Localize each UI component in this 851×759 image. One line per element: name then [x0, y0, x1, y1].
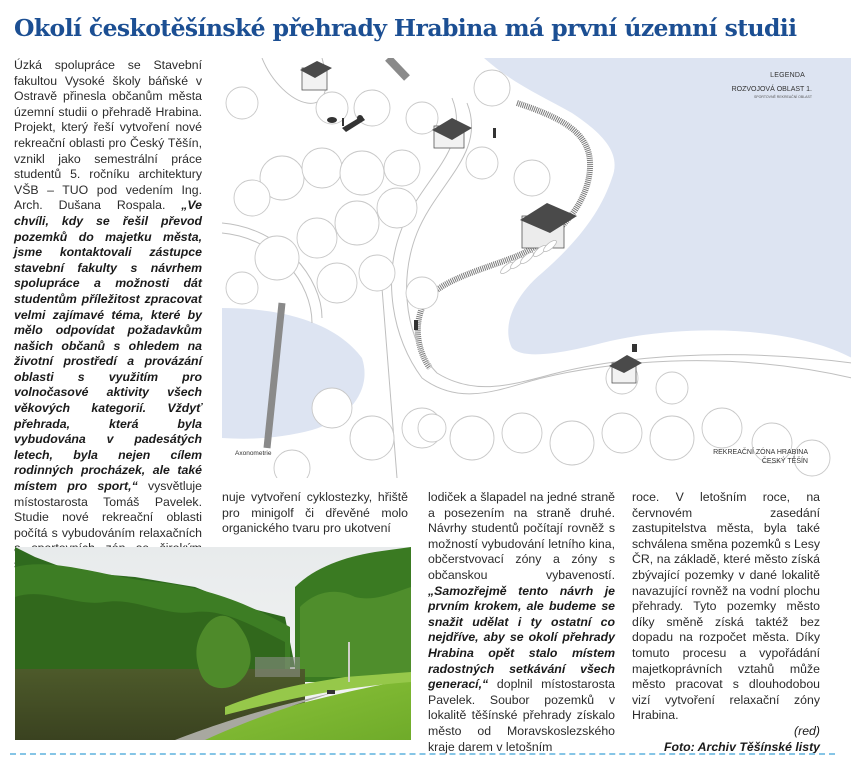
article-intro: Úzká spolupráce se Stavební fakultou Vysoké školy báňské v Ostravě přinesla občanům města územní studii o přehradě Hrabina. Projekt, který řeší vytvoření nové rekreační oblasti pro Český Těšín, vznikl jako semestrální práce studentů 5. ročníku architektury VŠB – TUO pod vedením Ing. Arch. Dušana Rospala. — [14, 58, 202, 213]
article-text: lodiček a šlapadel na jedné straně a posezením na straně druhé. Návrhy studentů počítají rovněž s možností vybudování letního kina, občerstvovací zóny a zóny s občanskou vybaveností. — [428, 490, 615, 582]
article-column-2 — [222, 490, 408, 537]
zone-label-line2: ČESKÝ TĚŠÍN — [761, 458, 808, 465]
article-column-4 — [632, 490, 820, 755]
axonometry-label: Axonometrie — [235, 450, 272, 457]
article-text: roce. V letošním roce, na červnovém zasedání zastupitelstva města, byla také schválena směna pozemků s Lesy ČR, na základě, které město získá zbývající pozemky v dané lokalitě navazující rovněž na vodní plochu přehrady. Tyto pozemky město díky směně získá taktéž bez dopadu na rozpočet města. Díky tomuto procesu a vypořádání majetkoprávních vztahů může město pracovat s dlouhodobou vizí vytvoření relaxační zóny Hrabina. — [632, 490, 820, 723]
zone-label — [713, 448, 808, 466]
legend-subtitle: SPORTOVNĚ REKREAČNÍ OBLAST — [753, 95, 812, 99]
section-divider — [10, 753, 835, 755]
photo-credit: Foto: Archiv Těšínské listy — [663, 739, 820, 754]
reservoir-water — [484, 58, 851, 358]
zone-label-line1: REKREAČNÍ ZÓNA HRABINA — [713, 449, 808, 456]
quote-deputy-mayor: „Ve chvíli, kdy se řešil převod pozemků do majetku města, jsme kontaktovali zástupce stavební fakulty s návrhem spolupráce a možnosti dát studentům příležitost zpracovat velmi zajímavé téma, které by mělo odpovídat požadavkům našich občanů s ohledem na životní prostředí a provázání oblasti s využitím pro volnočasové aktivity všech věkových kategorií. Vždyť přehrada, která byla vybudována v padesátých letech, byla nejen cílem rodinných procházek, ale také místem pro sport,“ — [14, 198, 203, 494]
site-plan-illustration — [222, 58, 851, 478]
article-text: vysvětluje místostarosta Tomáš Pavelek. Studie nové rekreační oblasti počítá s vybudováním relaxačních — [14, 479, 202, 540]
article-text: nuje vytvoření cyklostezky, hřiště pro minigolf či dřevěné molo organického tvaru pro ukotvení — [222, 490, 408, 536]
axonometric-drawing — [222, 58, 851, 478]
legend-title: LEGENDA — [770, 72, 805, 79]
legend-item: ROZVOJOVÁ OBLAST 1. — [731, 86, 812, 93]
quote-deputy-mayor-2: „Samozřejmě tento návrh je prvním krokem, ale budeme se snažit udělat i ty ostatní co nejdříve, aby se okolí přehrady Hrabina opět stalo místem radostných setkávání všech generací,“ — [428, 583, 615, 692]
article-column-3 — [428, 490, 615, 755]
article-column-1 — [14, 58, 202, 573]
reservoir-photo — [15, 547, 411, 740]
article-text: doplnil místostarosta Pavelek. Soubor pozemků v lokalitě těšínské přehrady získalo město od Moravskoslezského kraje darem v letošním — [428, 677, 615, 754]
author-credit: (red) — [794, 723, 820, 738]
article-title: Okolí českotěšínské přehrady Hrabina má první územní studii — [14, 14, 797, 42]
